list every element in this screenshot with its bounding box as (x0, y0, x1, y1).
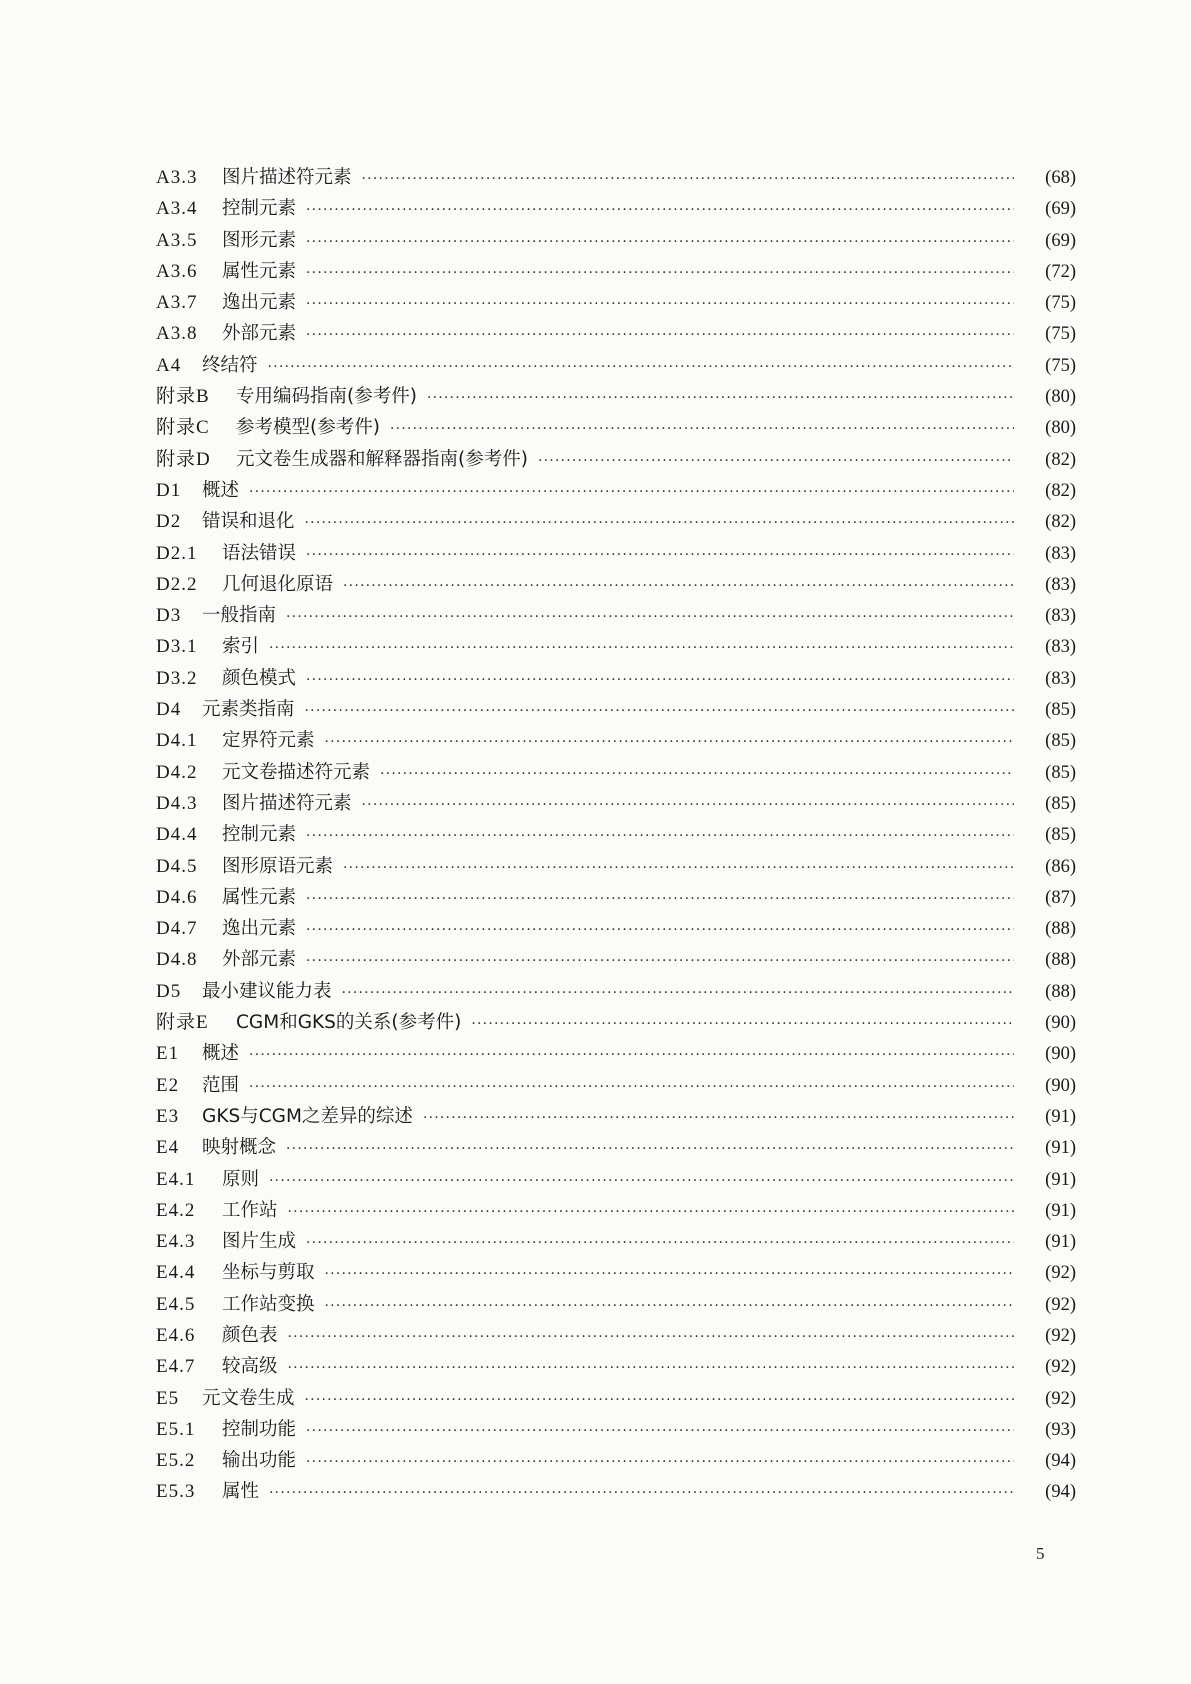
toc-entry-number: A4 (156, 354, 182, 376)
toc-entry-title: 几何退化原语 (222, 573, 334, 595)
toc-entry-number: D1 (156, 479, 182, 501)
toc-entry-number: E1 (156, 1043, 180, 1065)
toc-entry-title: 颜色表 (222, 1324, 278, 1346)
toc-entry-page: (85) (1045, 762, 1076, 783)
toc-entry-title: 概述 (202, 479, 240, 501)
toc-entry (156, 1476, 1076, 1507)
toc-entry-number: D4.7 (156, 918, 198, 940)
toc-dot-leader (305, 696, 1014, 727)
toc-entry-title: 专用编码指南(参考件) (236, 386, 417, 408)
toc-dot-leader (306, 289, 1014, 320)
toc-dot-leader (538, 446, 1014, 477)
toc-dot-leader (305, 1385, 1014, 1416)
page-number: 5 (1036, 1544, 1045, 1563)
toc-entry-number: E4.5 (156, 1293, 196, 1315)
toc-entry-title: 最小建议能力表 (202, 980, 332, 1002)
toc-entry-number: D3.2 (156, 667, 198, 689)
toc-entry (156, 1414, 1076, 1445)
toc-entry (156, 1164, 1076, 1195)
toc-entry-number: D4.6 (156, 886, 198, 908)
toc-entry-number: D3.1 (156, 636, 198, 658)
toc-entry-page: (86) (1045, 856, 1076, 877)
toc-entry (156, 788, 1076, 819)
toc-dot-leader (306, 915, 1014, 946)
toc-entry-title: 属性元素 (222, 886, 297, 908)
toc-entry-title: 终结符 (202, 354, 258, 376)
toc-entry-title: 输出功能 (222, 1450, 297, 1472)
toc-dot-leader (249, 1072, 1014, 1103)
toc-dot-leader (325, 1259, 1014, 1290)
toc-dot-leader (306, 946, 1014, 977)
toc-entry-page: (91) (1045, 1232, 1076, 1253)
toc-dot-leader (305, 508, 1014, 539)
toc-entry-title: 逸出元素 (222, 292, 297, 314)
toc-entry-number: E4.1 (156, 1168, 196, 1190)
toc-entry-number: D4 (156, 699, 182, 721)
toc-entry-title: 索引 (222, 636, 260, 658)
toc-entry-page: (75) (1045, 324, 1076, 345)
toc-dot-leader (380, 759, 1014, 790)
toc-entry (156, 944, 1076, 975)
toc-entry-page: (72) (1045, 261, 1076, 282)
toc-entry-title: 逸出元素 (222, 918, 297, 940)
toc-entry-page: (69) (1045, 230, 1076, 251)
toc-entry-page: (93) (1045, 1419, 1076, 1440)
toc-entry-title: 范围 (202, 1074, 240, 1096)
toc-entry-page: (92) (1045, 1263, 1076, 1284)
table-of-contents (156, 162, 1076, 1508)
toc-entry-page: (75) (1045, 355, 1076, 376)
toc-dot-leader (269, 633, 1014, 664)
toc-entry (156, 444, 1076, 475)
toc-entry-title: 属性元素 (222, 260, 297, 282)
toc-entry-number: E4 (156, 1137, 180, 1159)
toc-entry-title: 语法错误 (222, 542, 297, 564)
toc-entry (156, 819, 1076, 850)
toc-entry-page: (80) (1045, 418, 1076, 439)
toc-entry (156, 757, 1076, 788)
toc-entry-page: (94) (1045, 1482, 1076, 1503)
toc-entry (156, 1070, 1076, 1101)
toc-entry (156, 1257, 1076, 1288)
toc-dot-leader (390, 414, 1014, 445)
toc-entry-page: (85) (1045, 825, 1076, 846)
toc-entry-page: (90) (1045, 1044, 1076, 1065)
toc-entry-title: 错误和退化 (202, 511, 295, 533)
toc-entry (156, 162, 1076, 193)
toc-entry (156, 725, 1076, 756)
toc-entry-number: E4.4 (156, 1262, 196, 1284)
toc-entry-page: (91) (1045, 1200, 1076, 1221)
toc-entry-number: 附录E (156, 1012, 209, 1034)
toc-entry (156, 225, 1076, 256)
toc-entry-page: (90) (1045, 1013, 1076, 1034)
toc-entry-number: E2 (156, 1074, 180, 1096)
toc-dot-leader (286, 1134, 1014, 1165)
toc-dot-leader (269, 1478, 1014, 1509)
toc-entry-page: (88) (1045, 981, 1076, 1002)
toc-entry (156, 1445, 1076, 1476)
toc-entry-number: D2 (156, 511, 182, 533)
toc-dot-leader (362, 790, 1014, 821)
toc-entry-page: (90) (1045, 1075, 1076, 1096)
toc-dot-leader (249, 1040, 1014, 1071)
toc-entry-number: D3 (156, 605, 182, 627)
toc-entry (156, 631, 1076, 662)
toc-entry-number: D2.2 (156, 573, 198, 595)
toc-entry-number: D2.1 (156, 542, 198, 564)
toc-entry-number: A3.8 (156, 323, 198, 345)
toc-dot-leader (268, 352, 1014, 383)
toc-entry-number: D4.8 (156, 949, 198, 971)
toc-entry (156, 694, 1076, 725)
toc-entry (156, 381, 1076, 412)
toc-entry (156, 1101, 1076, 1132)
toc-entry (156, 256, 1076, 287)
toc-entry-number: E4.3 (156, 1231, 196, 1253)
toc-entry-number: 附录D (156, 448, 211, 470)
toc-dot-leader (306, 258, 1014, 289)
toc-entry-number: D4.4 (156, 824, 198, 846)
toc-entry-title: 控制元素 (222, 824, 297, 846)
toc-entry-title: 图片描述符元素 (222, 792, 352, 814)
toc-entry (156, 882, 1076, 913)
toc-dot-leader (306, 884, 1014, 915)
toc-entry-page: (85) (1045, 793, 1076, 814)
toc-entry-title: 颜色模式 (222, 667, 297, 689)
toc-entry-number: E5.2 (156, 1450, 196, 1472)
toc-entry-title: 元文卷生成器和解释器指南(参考件) (236, 448, 528, 470)
toc-entry-page: (83) (1045, 543, 1076, 564)
toc-entry-number: A3.6 (156, 260, 198, 282)
toc-entry-page: (92) (1045, 1294, 1076, 1315)
toc-entry-page: (83) (1045, 637, 1076, 658)
toc-entry-title: 图形元素 (222, 229, 297, 251)
toc-entry (156, 1226, 1076, 1257)
toc-dot-leader (306, 1228, 1014, 1259)
toc-entry-page: (82) (1045, 480, 1076, 501)
toc-entry (156, 350, 1076, 381)
toc-entry-title: 控制元素 (222, 198, 297, 220)
toc-entry-number: 附录C (156, 417, 210, 439)
toc-entry (156, 412, 1076, 443)
toc-entry-title: 图片生成 (222, 1231, 297, 1253)
toc-entry (156, 1351, 1076, 1382)
toc-entry (156, 1195, 1076, 1226)
toc-entry (156, 1132, 1076, 1163)
toc-dot-leader (423, 1103, 1014, 1134)
toc-entry-title: 概述 (202, 1043, 240, 1065)
toc-entry (156, 1320, 1076, 1351)
toc-dot-leader (306, 821, 1014, 852)
toc-entry-title: 参考模型(参考件) (236, 417, 380, 439)
toc-entry-page: (92) (1045, 1357, 1076, 1378)
toc-entry (156, 1383, 1076, 1414)
toc-dot-leader (427, 383, 1014, 414)
toc-entry-title: 外部元素 (222, 949, 297, 971)
toc-dot-leader (306, 1416, 1014, 1447)
toc-entry-title: 控制功能 (222, 1418, 297, 1440)
toc-dot-leader (306, 195, 1014, 226)
toc-entry-number: E3 (156, 1105, 180, 1127)
toc-entry-title: 工作站变换 (222, 1293, 315, 1315)
toc-entry-title: GKS与CGM之差异的综述 (202, 1105, 413, 1127)
toc-entry-number: E5.3 (156, 1481, 196, 1503)
toc-entry (156, 538, 1076, 569)
toc-entry (156, 600, 1076, 631)
toc-entry-title: 图形原语元素 (222, 855, 334, 877)
toc-entry-number: E4.2 (156, 1199, 196, 1221)
toc-entry-title: 元文卷描述符元素 (222, 761, 371, 783)
toc-entry-page: (82) (1045, 512, 1076, 533)
toc-entry-page: (68) (1045, 168, 1076, 188)
toc-entry-title: 映射概念 (202, 1137, 277, 1159)
toc-entry (156, 976, 1076, 1007)
toc-dot-leader (288, 1353, 1014, 1384)
toc-dot-leader (249, 477, 1014, 508)
toc-entry-number: E5.1 (156, 1418, 196, 1440)
toc-entry-number: E4.7 (156, 1356, 196, 1378)
toc-entry-title: 元文卷生成 (202, 1387, 295, 1409)
toc-entry-title: CGM和GKS的关系(参考件) (236, 1012, 462, 1034)
toc-entry (156, 1038, 1076, 1069)
toc-dot-leader (343, 571, 1014, 602)
toc-entry-page: (94) (1045, 1451, 1076, 1472)
toc-entry-page: (75) (1045, 293, 1076, 314)
toc-entry (156, 851, 1076, 882)
toc-dot-leader (342, 978, 1014, 1009)
toc-entry-title: 一般指南 (202, 605, 277, 627)
toc-entry (156, 475, 1076, 506)
toc-entry-number: E5 (156, 1387, 180, 1409)
toc-entry-title: 坐标与剪取 (222, 1262, 315, 1284)
toc-entry-number: A3.3 (156, 167, 198, 188)
toc-entry (156, 913, 1076, 944)
toc-entry (156, 287, 1076, 318)
toc-entry-page: (91) (1045, 1106, 1076, 1127)
toc-entry-number: A3.5 (156, 229, 198, 251)
toc-entry-title: 属性 (222, 1481, 260, 1503)
toc-dot-leader (269, 1166, 1014, 1197)
toc-entry-page: (83) (1045, 606, 1076, 627)
toc-entry (156, 1007, 1076, 1038)
toc-entry-page: (92) (1045, 1388, 1076, 1409)
toc-entry-page: (91) (1045, 1169, 1076, 1190)
toc-entry (156, 318, 1076, 349)
toc-entry-number: D4.1 (156, 730, 198, 752)
toc-dot-leader (325, 727, 1014, 758)
toc-entry-number: D5 (156, 980, 182, 1002)
toc-entry-title: 较高级 (222, 1356, 278, 1378)
toc-entry-page: (87) (1045, 887, 1076, 908)
toc-entry-page: (83) (1045, 668, 1076, 689)
toc-entry-title: 元素类指南 (202, 699, 295, 721)
toc-entry (156, 506, 1076, 537)
toc-dot-leader (306, 665, 1014, 696)
toc-entry-number: A3.7 (156, 292, 198, 314)
toc-entry (156, 193, 1076, 224)
toc-dot-leader (288, 1197, 1014, 1228)
toc-entry-page: (69) (1045, 199, 1076, 220)
toc-entry (156, 1289, 1076, 1320)
toc-entry-number: D4.2 (156, 761, 198, 783)
toc-dot-leader (306, 227, 1014, 258)
toc-entry-page: (91) (1045, 1138, 1076, 1159)
toc-entry-number: D4.5 (156, 855, 198, 877)
toc-dot-leader (288, 1322, 1014, 1353)
toc-entry-title: 定界符元素 (222, 730, 315, 752)
toc-entry-page: (88) (1045, 919, 1076, 940)
toc-entry-title: 原则 (222, 1168, 260, 1190)
toc-entry-title: 外部元素 (222, 323, 297, 345)
toc-entry-page: (85) (1045, 731, 1076, 752)
toc-dot-leader (306, 320, 1014, 351)
toc-entry-number: 附录B (156, 386, 210, 408)
toc-dot-leader (343, 853, 1014, 884)
toc-entry (156, 663, 1076, 694)
toc-dot-leader (471, 1009, 1014, 1040)
toc-entry-page: (83) (1045, 574, 1076, 595)
toc-dot-leader (286, 602, 1014, 633)
toc-entry-number: D4.3 (156, 792, 198, 814)
toc-entry-page: (80) (1045, 387, 1076, 408)
toc-entry-page: (88) (1045, 950, 1076, 971)
toc-entry-number: E4.6 (156, 1324, 196, 1346)
toc-dot-leader (325, 1291, 1014, 1322)
toc-entry-title: 图片描述符元素 (222, 167, 352, 188)
toc-entry-page: (82) (1045, 449, 1076, 470)
toc-dot-leader (306, 540, 1014, 571)
toc-dot-leader (306, 1447, 1014, 1478)
toc-entry-page: (92) (1045, 1325, 1076, 1346)
toc-entry-title: 工作站 (222, 1199, 278, 1221)
toc-entry-number: A3.4 (156, 198, 198, 220)
toc-entry-page: (85) (1045, 700, 1076, 721)
toc-dot-leader (362, 164, 1014, 195)
toc-entry (156, 569, 1076, 600)
